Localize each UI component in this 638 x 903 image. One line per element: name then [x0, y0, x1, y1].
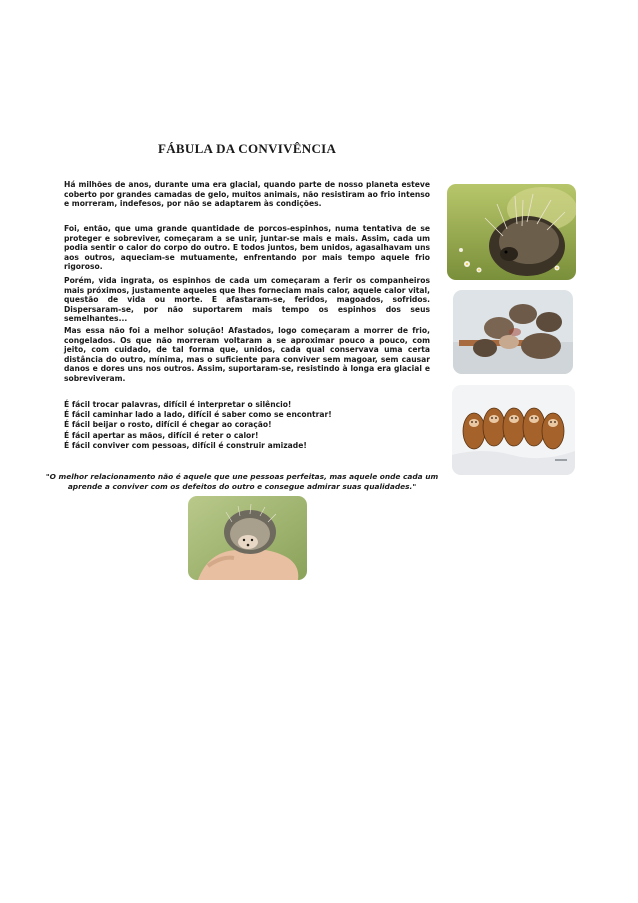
line-item: É fácil apertar as mãos, difícil é reter o calor! [64, 430, 259, 440]
paragraph-1: Há milhões de anos, durante uma era glacial, quando parte de nosso planeta esteve coberto por grandes camadas de gelo, muitos animais, não resistiram ao frio intenso e morreram, indefesos, por não se adaptarem às condições. [64, 180, 430, 209]
paragraph-3: Porém, vida ingrata, os espinhos de cada um começaram a ferir os companheiros mais próximos, justamente aqueles que lhes forneciam mais calor, aquele calor vital, questão de vida ou morte. E afastaram-se, feridos, magoados, sofridos. Dispersaram-se, por não suportarem mais tempo os espinhos dos seus semelhantes... [64, 276, 430, 324]
porcupine-photo [447, 184, 576, 280]
line-item: É fácil conviver com pessoas, difícil é construir amizade! [64, 440, 307, 450]
easy-hard-lines [64, 400, 424, 451]
line-item: É fácil caminhar lado a lado, difícil é saber como se encontrar! [64, 410, 332, 420]
paragraph-2: Foi, então, que uma grande quantidade de porcos-espinhos, numa tentativa de se proteger e sobreviver, começaram a se unir, juntar-se mais e mais. Assim, cada um podia sentir o calor do corpo do outro. E todos juntos, bem unidos, agasalhavam uns aos outros, aqueciam-se mutuamente, enfrentando por mais tempo aquele frio rigoroso. [64, 224, 430, 272]
hedgehogs-photo [453, 290, 573, 374]
page-title: FÁBULA DA CONVIVÊNCIA [158, 141, 337, 156]
closing-quote: "O melhor relacionamento não é aquele que une pessoas perfeitas, mas aquele onde cada um aprende a conviver com os defeitos do outro e consegue admirar suas qualidades." [45, 472, 439, 491]
line-item: É fácil trocar palavras, difícil é interpretar o silêncio! [64, 400, 292, 409]
hedgehog-in-hand-photo [188, 496, 307, 580]
line-item: É fácil beijar o rosto, difícil é chegar ao coração! [64, 420, 272, 430]
paragraph-4: Mas essa não foi a melhor solução! Afastados, logo começaram a morrer de frio, congelados. Os que não morreram voltaram a se aproximar pouco a pouco, com jeito, com cuidado, de tal forma que, unidos, cada qual conservava uma certa distância do outro, mínima, mas o suficiente para conviver sem magoar, sem causar danos e dores uns nos outros. Assim, suportaram-se, resistindo à longa era glacial e sobreviveram. [64, 326, 430, 383]
cartoon-hedgehogs [452, 385, 575, 475]
